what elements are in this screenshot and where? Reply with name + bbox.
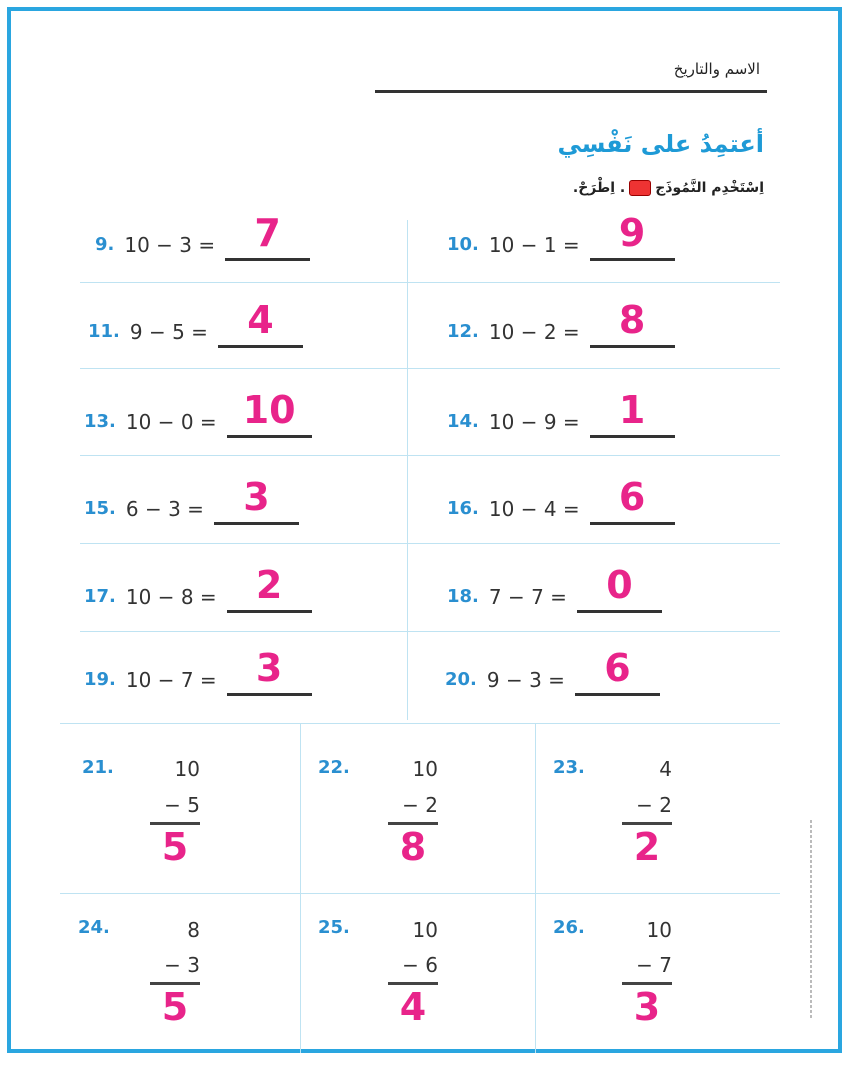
answer-line (227, 563, 312, 613)
problem-number: 21. (82, 757, 114, 778)
answer-line (590, 388, 675, 438)
problem-number: 19. (84, 669, 116, 690)
answer: 4 (399, 985, 427, 1029)
problem-10 (447, 211, 675, 261)
problem-number: 10. (447, 234, 479, 255)
problem-expression: 9 − 5 = (129, 319, 208, 344)
answer: 2 (633, 825, 661, 869)
problem-number: 12. (447, 321, 479, 342)
answer: 0 (606, 563, 633, 607)
problem-20 (445, 646, 660, 696)
problem-expression: 10 − 9 = (488, 409, 580, 434)
answer: 8 (399, 825, 427, 869)
subtrahend: − 3 (164, 953, 200, 977)
problem-expression: 10 − 8 = (125, 584, 217, 609)
problem-16 (447, 475, 675, 525)
answer: 6 (618, 475, 646, 519)
row-divider (80, 368, 780, 369)
subtrahend: − 2 (636, 793, 672, 817)
problem-number: 15. (84, 498, 116, 519)
name-date-line (375, 90, 767, 93)
minuend: 10 (174, 757, 200, 781)
subtrahend: − 7 (636, 953, 672, 977)
answer: 6 (604, 646, 631, 690)
row-divider (80, 282, 780, 283)
problem-13 (84, 388, 312, 438)
row-divider (80, 455, 780, 456)
instruction-text-end: . اِطْرَحْ. (572, 180, 626, 196)
problem-11 (88, 298, 303, 348)
instructions (573, 180, 764, 196)
minuend: 10 (412, 918, 438, 942)
copyright-margin-text (806, 820, 816, 1020)
problem-number: 23. (553, 757, 585, 778)
problem-expression: 10 − 2 = (488, 319, 580, 344)
minuend: 4 (659, 757, 672, 781)
minuend: 10 (646, 918, 672, 942)
answer: 3 (243, 475, 270, 519)
answer-line (227, 646, 312, 696)
answer-line (227, 388, 312, 438)
answer-line (214, 475, 299, 525)
subtrahend: − 6 (402, 953, 438, 977)
problem-number: 14. (447, 411, 479, 432)
problem-number: 9. (95, 234, 115, 255)
instruction-text-start: اِسْتَخْدِم النَّمُوذَج (655, 180, 764, 196)
answer-line (575, 646, 660, 696)
problem-expression: 9 − 3 = (486, 667, 565, 692)
answer: 5 (161, 825, 189, 869)
answer: 3 (633, 985, 661, 1029)
problem-expression: 10 − 0 = (125, 409, 217, 434)
problem-number: 13. (84, 411, 116, 432)
cube-model-icon (629, 180, 651, 196)
problem-number: 11. (88, 321, 120, 342)
subtrahend: − 5 (164, 793, 200, 817)
problem-number: 25. (318, 917, 350, 938)
problem-number: 17. (84, 586, 116, 607)
problem-17 (84, 563, 312, 613)
answer: 2 (255, 563, 283, 607)
problem-expression: 10 − 3 = (124, 232, 216, 257)
minuend: 8 (187, 918, 200, 942)
problem-9 (95, 211, 310, 261)
minuend: 10 (412, 757, 438, 781)
name-date-label: الاسم والتاريخ (673, 60, 760, 78)
problem-number: 18. (447, 586, 479, 607)
column-divider (535, 723, 536, 1053)
problem-15 (84, 475, 299, 525)
section-title: أعتمِدُ على نَفْسِي (557, 130, 764, 158)
problem-expression: 10 − 1 = (488, 232, 580, 257)
answer: 5 (161, 985, 189, 1029)
answer: 10 (242, 388, 296, 432)
answer-line (225, 211, 310, 261)
problem-expression: 7 − 7 = (488, 584, 567, 609)
problem-expression: 6 − 3 = (125, 496, 204, 521)
row-divider (80, 631, 780, 632)
problem-number: 16. (447, 498, 479, 519)
answer-line (577, 563, 662, 613)
answer-line (218, 298, 303, 348)
center-divider (407, 220, 408, 720)
answer: 4 (247, 298, 274, 342)
problem-expression: 10 − 4 = (488, 496, 580, 521)
answer-line (590, 475, 675, 525)
problem-12 (447, 298, 675, 348)
answer-line (590, 298, 675, 348)
answer: 7 (254, 211, 281, 255)
problem-number: 22. (318, 757, 350, 778)
row-divider (60, 893, 780, 894)
problem-19 (84, 646, 312, 696)
answer: 8 (618, 298, 646, 342)
row-divider (80, 543, 780, 544)
answer: 1 (618, 388, 646, 432)
problem-number: 24. (78, 917, 110, 938)
problem-expression: 10 − 7 = (125, 667, 217, 692)
problem-number: 26. (553, 917, 585, 938)
problem-number: 20. (445, 669, 477, 690)
problem-14 (447, 388, 675, 438)
column-divider (300, 723, 301, 1053)
problem-18 (447, 563, 662, 613)
answer: 3 (255, 646, 283, 690)
answer-line (590, 211, 675, 261)
answer: 9 (618, 211, 646, 255)
page-frame (7, 7, 842, 1053)
subtrahend: − 2 (402, 793, 438, 817)
row-divider (60, 723, 780, 724)
